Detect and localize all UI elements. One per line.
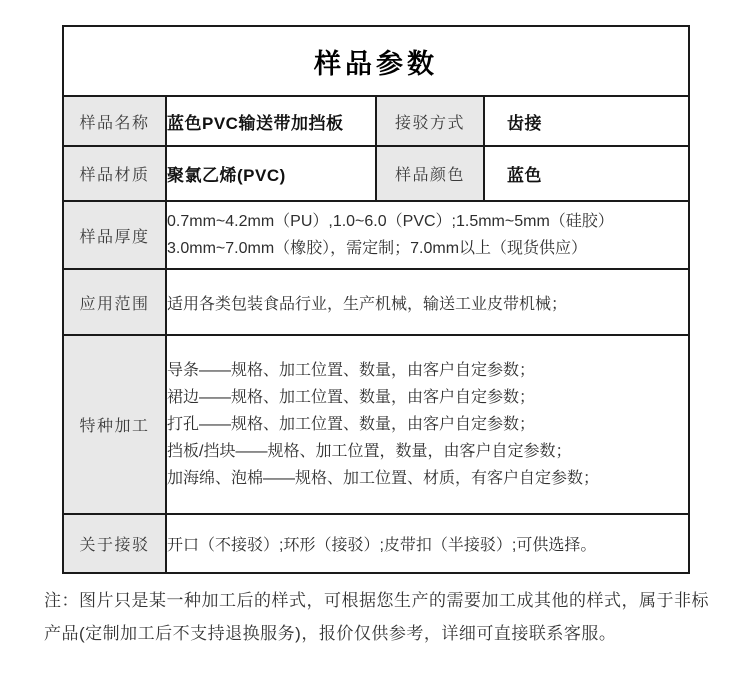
footer-note: [44, 584, 716, 650]
table-row-name: [63, 96, 689, 146]
value-application-scope: 适用各类包装食品行业，生产机械，输送工业皮带机械；: [166, 269, 689, 335]
value-joint-method: 齿接: [484, 96, 689, 146]
table-row-special-processing: [63, 335, 689, 514]
special-line-guide-strip: 导条——规格、加工位置、数量，由客户自定参数；: [167, 362, 536, 379]
footer-note-line-1: 注：图片只是某一种加工后的样式，可根据您生产的需要加工成其他的样式，属于非标: [44, 591, 709, 610]
spec-table: [62, 25, 690, 574]
label-joint-method: 接驳方式: [376, 96, 484, 146]
table-title: 样品参数: [63, 26, 689, 96]
value-sample-color: 蓝色: [484, 146, 689, 201]
table-row-title: [63, 26, 689, 96]
value-sample-thickness: [166, 201, 689, 269]
label-sample-name: 样品名称: [63, 96, 166, 146]
value-about-splicing: 开口（不接驳）;环形（接驳）;皮带扣（半接驳）;可供选择。: [166, 514, 689, 573]
label-sample-material: 样品材质: [63, 146, 166, 201]
thickness-line-2: 3.0mm~7.0mm（橡胶），需定制；7.0mm以上（现货供应）: [167, 240, 588, 257]
special-line-sponge-foam: 加海绵、泡棉——规格、加工位置、材质，有客户自定参数；: [167, 470, 600, 487]
special-line-punching: 打孔——规格、加工位置、数量，由客户自定参数；: [167, 416, 536, 433]
table-row-application: [63, 269, 689, 335]
value-special-processing: [166, 335, 689, 514]
table-row-material: [63, 146, 689, 201]
special-line-baffle: 挡板/挡块——规格、加工位置，数量，由客户自定参数；: [167, 443, 572, 460]
special-line-skirt-edge: 裙边——规格、加工位置、数量，由客户自定参数；: [167, 389, 536, 406]
footer-note-line-2: 产品(定制加工后不支持退换服务)，报价仅供参考，详细可直接联系客服。: [44, 624, 617, 643]
table-row-thickness: [63, 201, 689, 269]
value-sample-material: 聚氯乙烯(PVC): [166, 146, 376, 201]
value-sample-name: 蓝色PVC输送带加挡板: [166, 96, 376, 146]
thickness-line-1: 0.7mm~4.2mm（PU）,1.0~6.0（PVC）;1.5mm~5mm（硅胶）: [167, 213, 614, 230]
label-sample-thickness: 样品厚度: [63, 201, 166, 269]
label-about-splicing: 关于接驳: [63, 514, 166, 573]
label-sample-color: 样品颜色: [376, 146, 484, 201]
label-application-scope: 应用范围: [63, 269, 166, 335]
label-special-processing: 特种加工: [63, 335, 166, 514]
table-row-splice: [63, 514, 689, 573]
